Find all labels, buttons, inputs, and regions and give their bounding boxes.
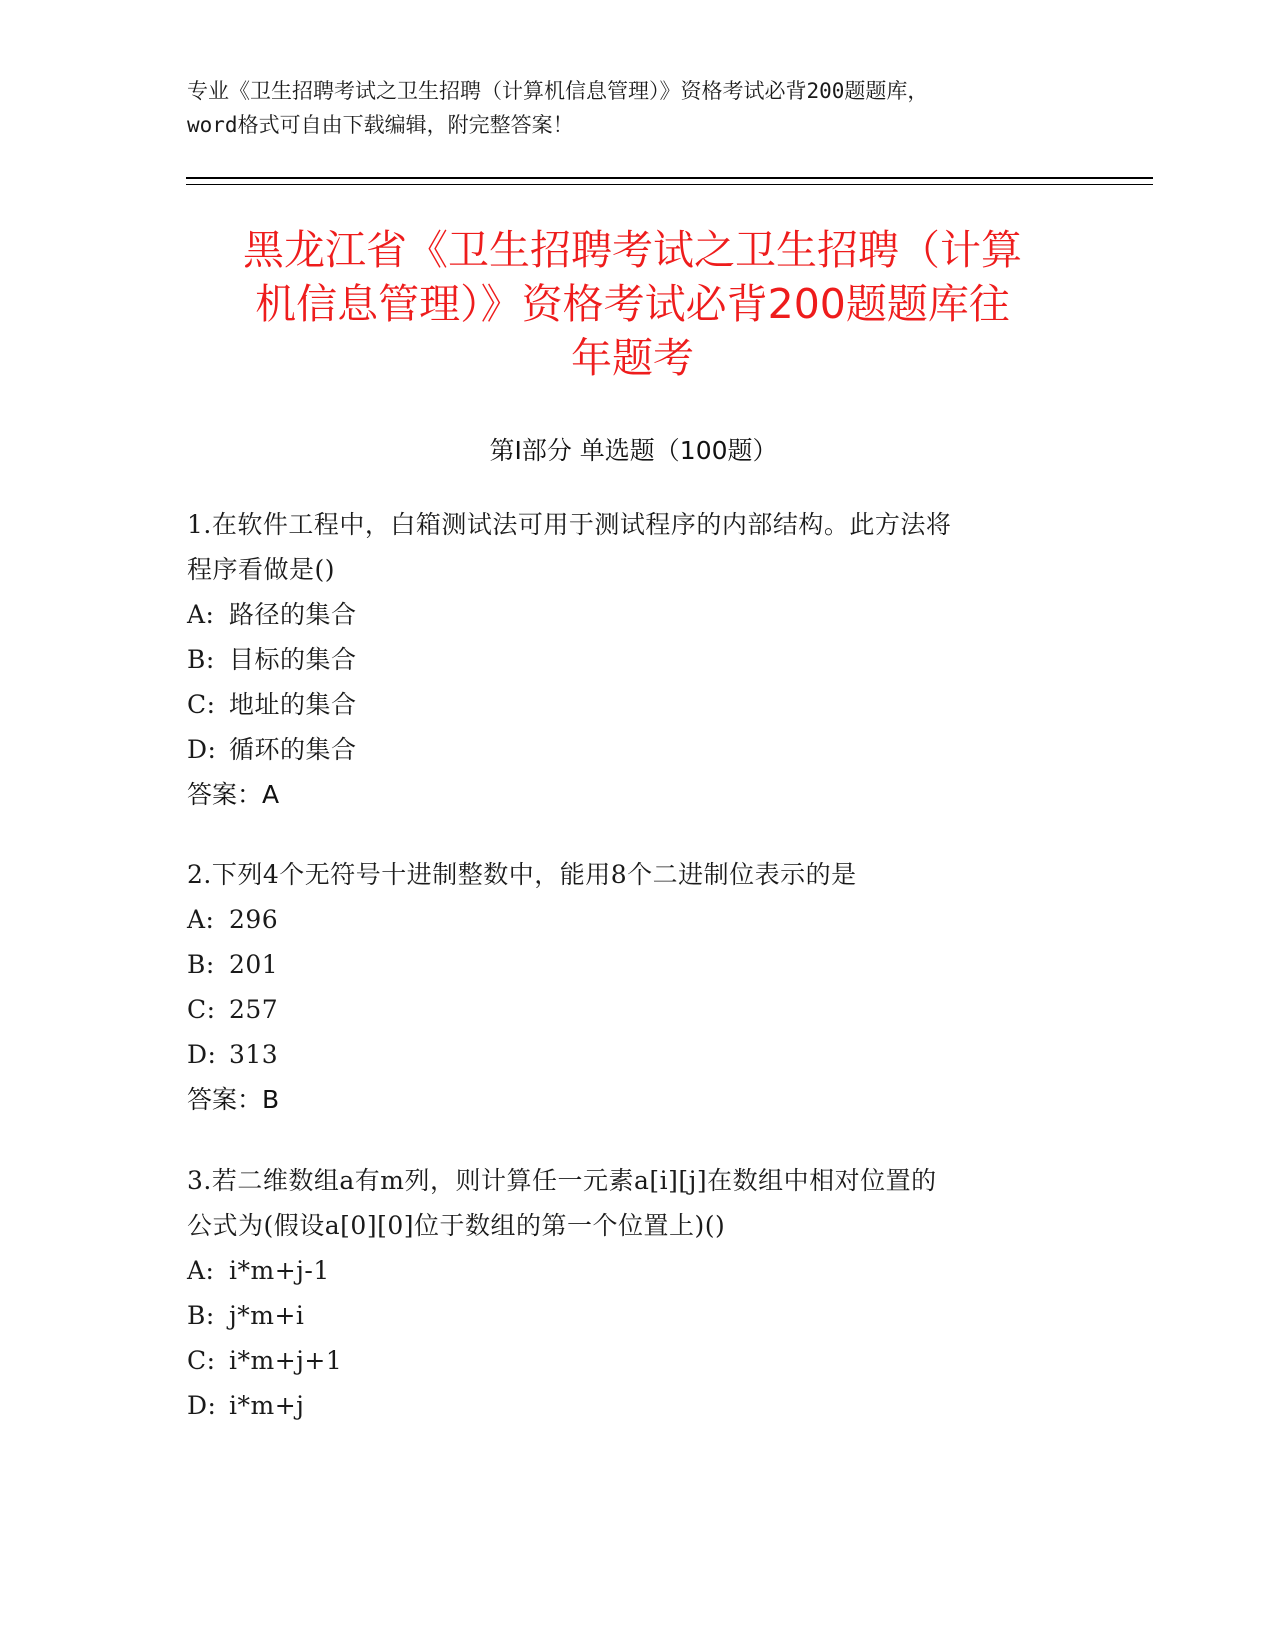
option-letter: A: [187, 600, 215, 629]
option-letter: B: [187, 950, 215, 979]
option-text: 地址的集合 [229, 690, 357, 719]
question-stem-line-1: 3.若二维数组a有m列，则计算任一元素a[i][j]在数组中相对位置的 [187, 1166, 937, 1195]
header-note-line-2: word格式可自由下载编辑，附完整答案！ [187, 113, 574, 137]
section-title: 第Ⅰ部分 单选题（100题） [489, 436, 778, 465]
option-a [187, 897, 1087, 942]
question-1 [187, 502, 1087, 817]
title-line-1: 黑龙江省《卫生招聘考试之卫生招聘（计算 [243, 226, 1022, 274]
option-letter: B: [187, 1301, 215, 1330]
question-stem-line-2: 程序看做是() [187, 555, 336, 584]
option-d [187, 1032, 1087, 1077]
option-d [187, 1383, 1087, 1428]
answer-label: 答案：B [187, 1085, 280, 1114]
option-text: 257 [229, 995, 279, 1024]
option-c [187, 1338, 1087, 1383]
option-text: 路径的集合 [229, 600, 357, 629]
option-text: i*m+j [229, 1391, 305, 1420]
question-stem-line-2: 公式为(假设a[0][0]位于数组的第一个位置上)() [187, 1211, 726, 1240]
option-text: 296 [229, 905, 279, 934]
header-rule-thin [186, 184, 1153, 185]
option-text: i*m+j+1 [229, 1346, 343, 1375]
page-title [190, 223, 1075, 385]
option-b [187, 637, 1087, 682]
option-b [187, 942, 1087, 987]
option-a [187, 592, 1087, 637]
option-text: 目标的集合 [229, 645, 357, 674]
question-2 [187, 852, 1087, 1122]
option-text: 循环的集合 [229, 735, 357, 764]
option-letter: B: [187, 645, 215, 674]
question-stem-line-1: 2.下列4个无符号十进制整数中，能用8个二进制位表示的是 [187, 860, 857, 889]
option-c [187, 987, 1087, 1032]
option-letter: C: [187, 690, 216, 719]
question-stem-line-1: 1.在软件工程中，白箱测试法可用于测试程序的内部结构。此方法将 [187, 510, 952, 539]
title-line-2: 机信息管理）》资格考试必背200题题库往 [255, 280, 1010, 328]
question-3 [187, 1158, 1087, 1428]
option-letter: D: [187, 1391, 217, 1420]
option-letter: D: [187, 1040, 217, 1069]
option-letter: A: [187, 905, 215, 934]
header-note-line-1: 专业《卫生招聘考试之卫生招聘（计算机信息管理）》资格考试必背200题题库， [187, 79, 929, 103]
option-b [187, 1293, 1087, 1338]
option-letter: A: [187, 1256, 215, 1285]
option-letter: D: [187, 735, 217, 764]
option-text: i*m+j-1 [229, 1256, 330, 1285]
option-c [187, 682, 1087, 727]
header-note [187, 74, 1087, 142]
option-letter: C: [187, 1346, 216, 1375]
option-text: j*m+i [229, 1301, 305, 1330]
answer-label: 答案：A [187, 780, 280, 809]
option-d [187, 727, 1087, 772]
option-text: 201 [229, 950, 279, 979]
header-rule-thick [186, 177, 1153, 179]
option-letter: C: [187, 995, 216, 1024]
title-line-3: 年题考 [571, 334, 694, 382]
option-a [187, 1248, 1087, 1293]
option-text: 313 [229, 1040, 279, 1069]
